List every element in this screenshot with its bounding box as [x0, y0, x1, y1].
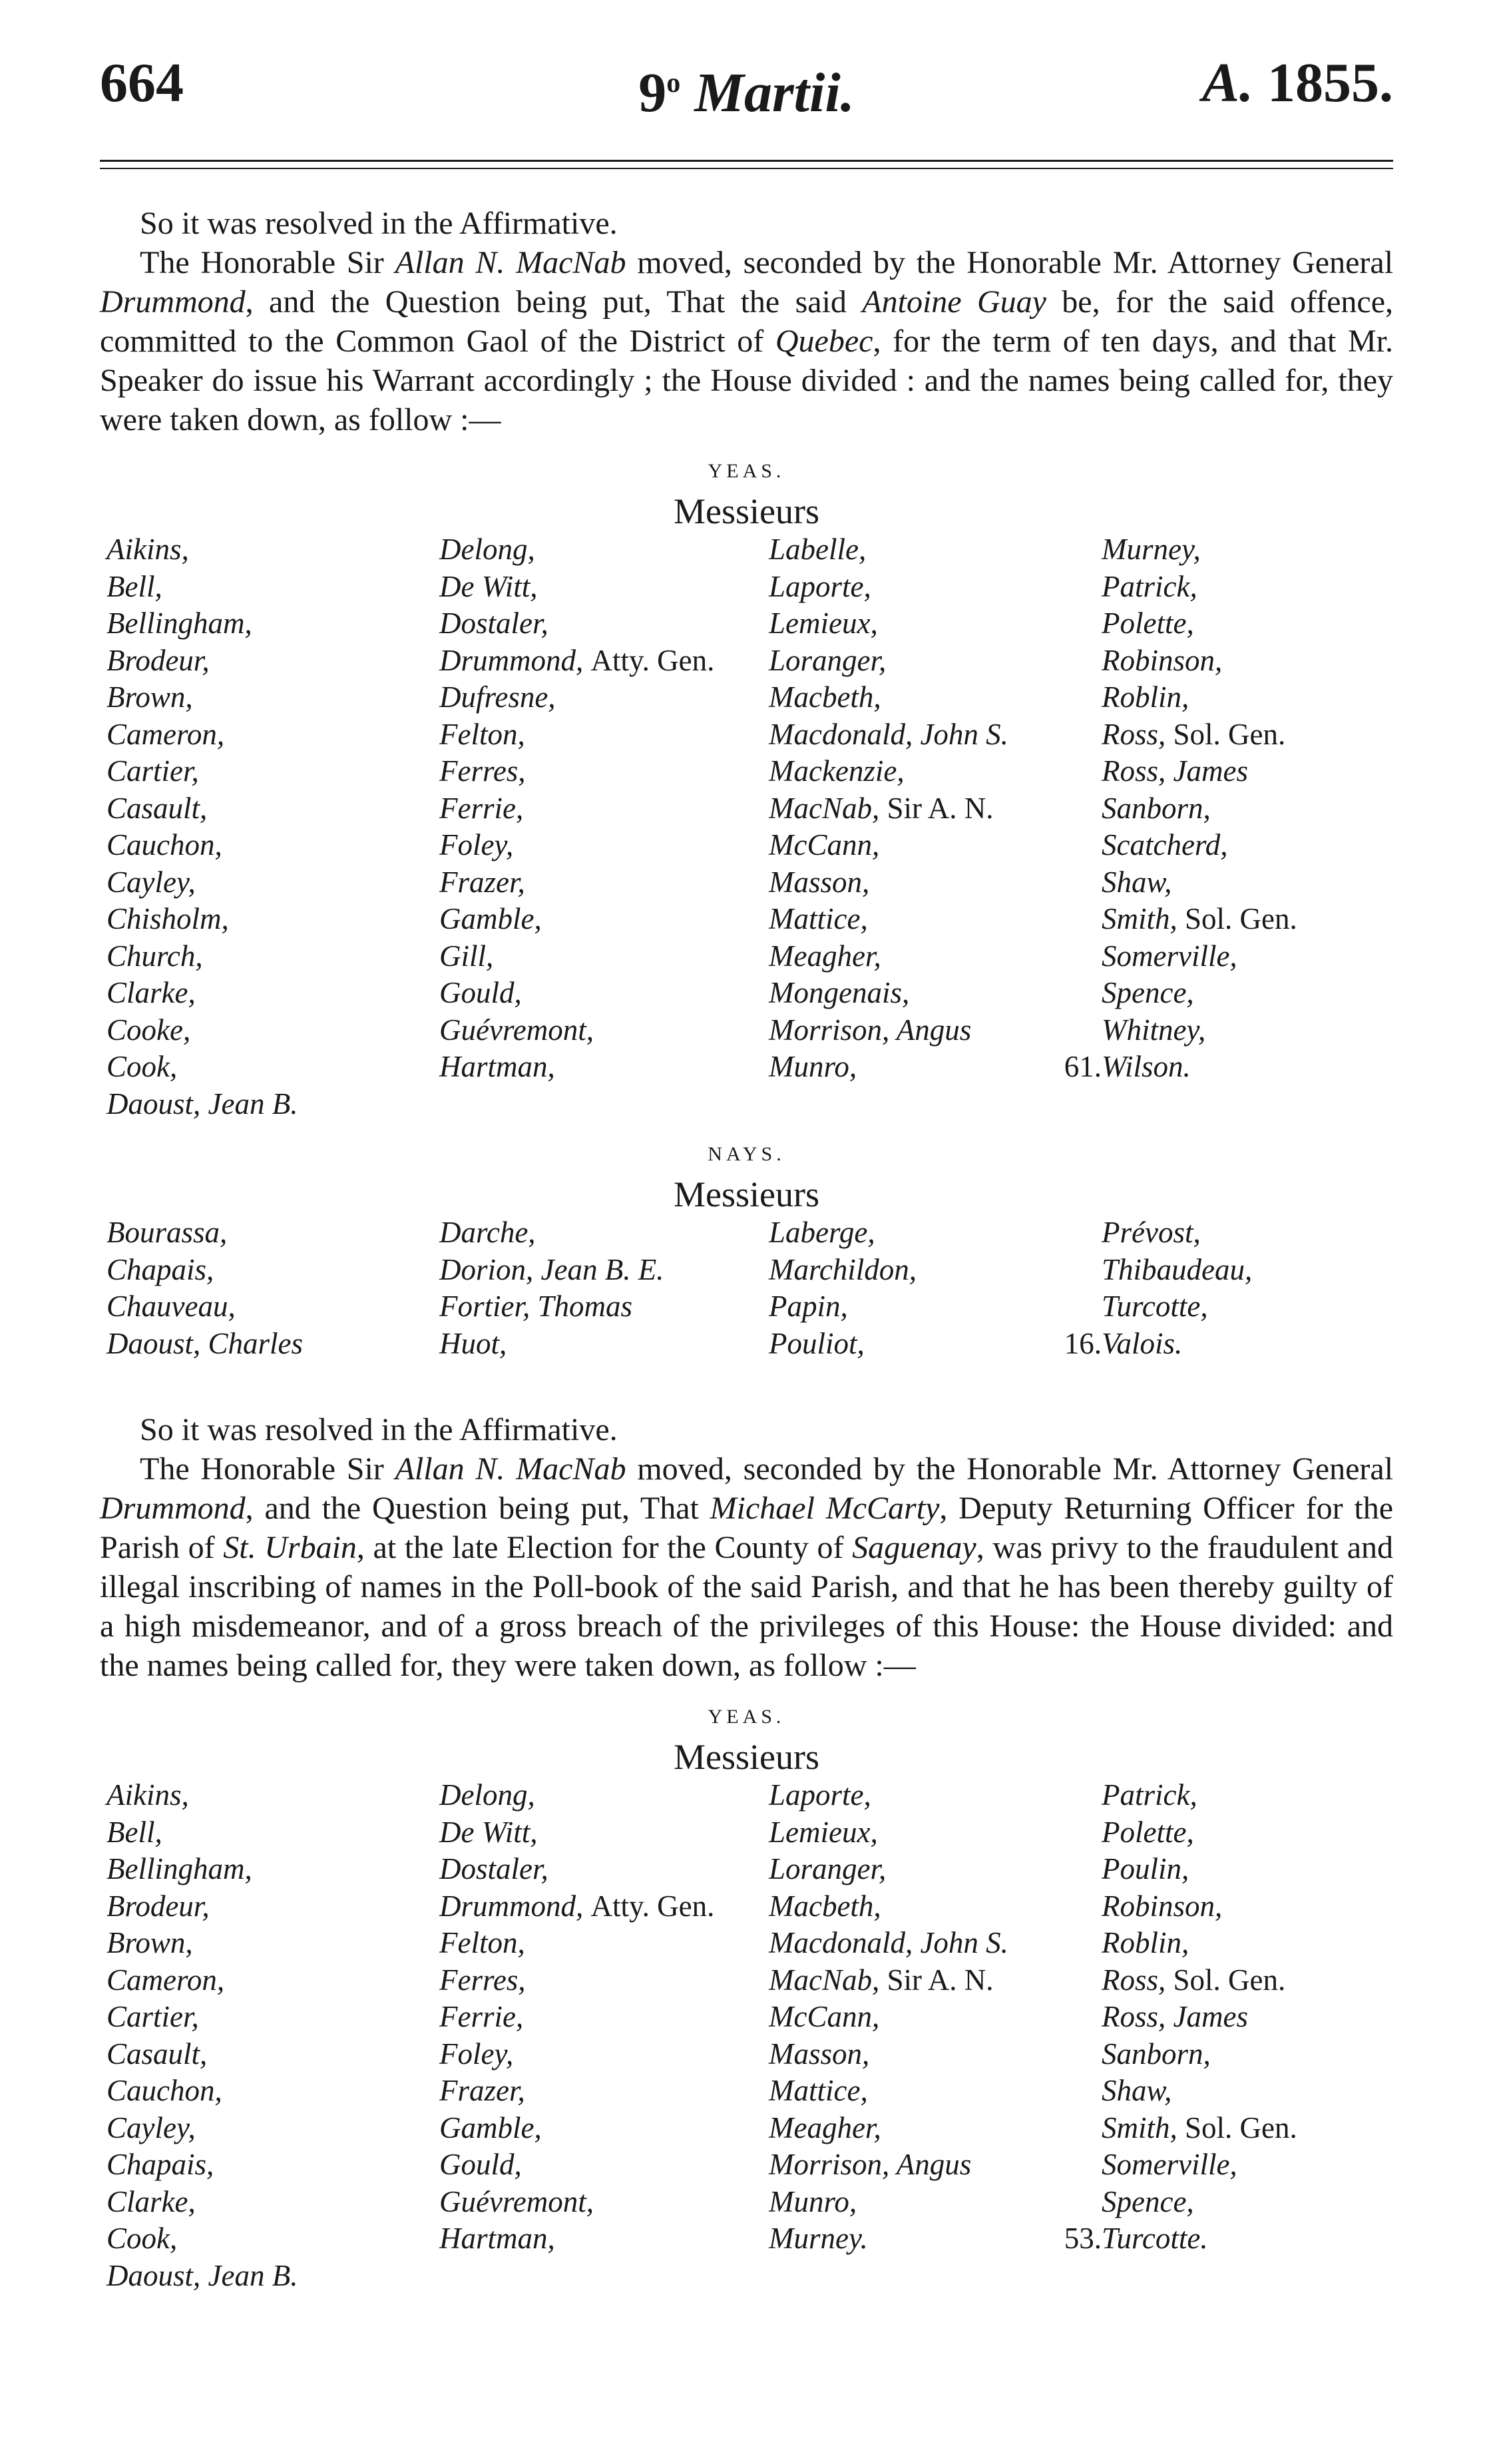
yeas-heading: YEAS. — [708, 460, 785, 482]
member-name: Foley, — [439, 828, 514, 862]
member-name: Munro, — [769, 2184, 857, 2218]
vote-count: 61. — [1064, 1050, 1102, 1083]
vote-count: 16. — [1064, 1326, 1102, 1360]
member-title: Sol. Gen. — [1173, 717, 1286, 751]
member-name: Cayley, — [107, 2110, 196, 2144]
date-month: Martii. — [694, 62, 855, 124]
member-name: Patrick, — [1102, 1778, 1197, 1812]
member-name: Shaw, — [1102, 865, 1172, 899]
member-name: Prévost, — [1102, 1216, 1201, 1249]
member-name: Murney, — [1102, 533, 1201, 566]
member-name: Dufresne, — [439, 680, 556, 714]
member-name: Masson, — [769, 865, 870, 899]
member-name: Cook, — [107, 1050, 178, 1083]
member-name: Papin, — [769, 1290, 848, 1323]
member-name: Ferres, — [439, 1963, 526, 1997]
text-run: be, for the said offence, committed to the Common Gaol of the District of — [100, 284, 1394, 359]
member-name: Mattice, — [769, 2074, 868, 2107]
member-name: Guévremont, — [439, 1013, 594, 1047]
member-name: Chisholm, — [107, 902, 229, 935]
member-name: Scatcherd, — [1102, 828, 1228, 862]
yeas-heading: YEAS. — [708, 1706, 785, 1728]
member-name: Aikins, — [107, 533, 189, 566]
yeas-list — [107, 531, 1393, 1122]
member-name: De Witt, — [439, 1815, 538, 1849]
member-name: Labelle, — [769, 533, 867, 566]
member-name: Robinson, — [1102, 643, 1223, 677]
member-name: Poulin, — [1102, 1852, 1189, 1885]
page-number: 664 — [100, 52, 184, 114]
member-name: Gill, — [439, 939, 494, 973]
member-title: Atty. Gen. — [590, 643, 715, 677]
year-value: 1855. — [1267, 52, 1393, 114]
member-name: Ferrie, — [439, 2000, 524, 2033]
resolution-line: So it was resolved in the Affirmative. — [140, 1412, 618, 1447]
member-name: Loranger, — [769, 643, 887, 677]
member-title: Sol. Gen. — [1173, 1963, 1286, 1997]
member-name: Felton, — [439, 1926, 525, 1959]
yeas-list — [107, 1777, 1393, 2294]
text-run: The Honorable Sir — [140, 1451, 395, 1487]
empty-cell — [1102, 2258, 1400, 2295]
member-name: Gamble, — [439, 2110, 542, 2144]
member-name: Drummond, Atty. Gen. — [439, 1889, 715, 1923]
member-name: Smith, Sol. Gen. — [1102, 902, 1297, 935]
member-name: Turcotte, — [1102, 1290, 1208, 1323]
member-name: Ross, James — [1102, 2000, 1248, 2033]
member-name: Cameron, — [107, 1963, 225, 1997]
member-name: Foley, — [439, 2037, 514, 2071]
member-name: Roblin, — [1102, 680, 1189, 714]
member-name: Fortier, Thomas — [439, 1290, 633, 1323]
member-name: Delong, — [439, 533, 535, 566]
member-title: Sol. Gen. — [1185, 902, 1297, 935]
member-name: Whitney, — [1102, 1013, 1206, 1047]
member-name: Ross, Sol. Gen. — [1102, 717, 1286, 751]
member-name: Gould, — [439, 976, 522, 1009]
italic-name: Quebec — [775, 324, 873, 359]
member-name: Loranger, — [769, 1852, 887, 1885]
date-superscript: o — [666, 68, 681, 99]
member-name: Robinson, — [1102, 1889, 1223, 1923]
member-name: Bourassa, — [107, 1216, 228, 1249]
member-name: Daoust, Jean B. — [107, 2258, 298, 2292]
text-run: , for the term of ten days, and that Mr. Speaker do issue his Warrant accordingly ; the House divided : and the names being called for, they were taken down, as follow :— — [100, 324, 1393, 437]
member-name: Casault, — [107, 791, 208, 825]
italic-name: Drummond — [100, 284, 246, 320]
member-name: MacNab, Sir A. N. — [769, 1963, 994, 1997]
member-name: Guévremont, — [439, 2184, 594, 2218]
italic-name: Allan N. MacNab — [395, 245, 626, 280]
member-name: Laberge, — [769, 1216, 875, 1249]
member-name: Masson, — [769, 2037, 870, 2071]
page-year — [1202, 47, 1393, 120]
year-prefix: A. — [1201, 52, 1253, 114]
text-run: , Deputy Returning Officer for the Parish of — [100, 1491, 1393, 1565]
member-name: Sanborn, — [1102, 791, 1211, 825]
member-name: Bell, — [107, 1815, 162, 1849]
member-name: Chapais, — [107, 1252, 214, 1286]
italic-name: Drummond — [100, 1491, 246, 1526]
member-name: Dostaler, — [439, 1852, 548, 1885]
member-name: Felton, — [439, 717, 525, 751]
member-name: Casault, — [107, 2037, 208, 2071]
member-name: Huot, — [439, 1326, 507, 1360]
member-name: Laporte, — [769, 1778, 871, 1812]
member-name: Somerville, — [1102, 939, 1237, 973]
member-name: Dorion, Jean B. E. — [439, 1252, 664, 1286]
italic-name: St. Urbain — [223, 1530, 357, 1565]
vote-count: 53. — [1064, 2222, 1102, 2255]
member-name: Mattice, — [769, 902, 868, 935]
member-name: Church, — [107, 939, 203, 973]
member-name: Lemieux, — [769, 607, 878, 640]
empty-cell — [1102, 1086, 1400, 1123]
member-name: Frazer, — [439, 865, 525, 899]
member-name: Laporte, — [769, 569, 871, 603]
member-name: Macbeth, — [769, 1889, 881, 1923]
member-name: Delong, — [439, 1778, 535, 1812]
member-name: McCann, — [769, 828, 880, 862]
member-name: Darche, — [439, 1216, 536, 1249]
text-run: , and the Question being put, That the said — [245, 284, 863, 320]
member-name: Shaw, — [1102, 2074, 1172, 2107]
italic-name: Michael McCarty — [710, 1491, 940, 1526]
member-name: Macdonald, John S. — [769, 1926, 1008, 1959]
date-day: 9 — [638, 62, 667, 124]
member-name: Cameron, — [107, 717, 225, 751]
member-name: De Witt, — [439, 569, 538, 603]
member-title: Atty. Gen. — [590, 1889, 715, 1923]
member-name: Ross, Sol. Gen. — [1102, 1963, 1286, 1997]
member-name: Cauchon, — [107, 2074, 222, 2107]
text-run: moved, seconded by the Honorable Mr. Attorney General — [626, 1451, 1394, 1487]
member-name: Bell, — [107, 569, 162, 603]
member-name: Smith, Sol. Gen. — [1102, 2110, 1297, 2144]
member-name: Clarke, — [107, 976, 196, 1009]
member-name: Aikins, — [107, 1778, 189, 1812]
member-name: Chauveau, — [107, 1290, 236, 1323]
member-name: Meagher, — [769, 939, 881, 973]
member-name: Cooke, — [107, 1013, 191, 1047]
messieurs-heading: Messieurs — [674, 1737, 819, 1777]
member-name: Meagher, — [769, 2110, 881, 2144]
italic-name: Saguenay — [852, 1530, 976, 1565]
member-name: Pouliot, — [769, 1326, 865, 1360]
member-name: Cartier, — [107, 2000, 199, 2033]
member-name: Sanborn, — [1102, 2037, 1211, 2071]
resolution-line: So it was resolved in the Affirmative. — [140, 206, 618, 241]
page-date — [100, 47, 1393, 130]
member-name: Cauchon, — [107, 828, 222, 862]
member-name: Polette, — [1102, 1815, 1194, 1849]
member-name: 61.Wilson. — [1102, 1049, 1400, 1086]
text-run: , and the Question being put, That — [245, 1491, 710, 1526]
member-name: Murney. — [769, 2222, 868, 2255]
member-name: Frazer, — [439, 2074, 525, 2107]
member-title: Sol. Gen. — [1185, 2110, 1297, 2144]
empty-cell — [769, 2258, 1102, 2295]
member-name: 16.Valois. — [1102, 1326, 1400, 1363]
empty-cell — [439, 1086, 769, 1123]
member-name: McCann, — [769, 2000, 880, 2033]
text-run: , at the late Election for the County of — [356, 1530, 853, 1565]
member-name: Ross, James — [1102, 754, 1248, 788]
member-name: Hartman, — [439, 2222, 555, 2255]
member-name: Brown, — [107, 680, 193, 714]
member-name: Dostaler, — [439, 607, 548, 640]
member-name: Somerville, — [1102, 2148, 1237, 2181]
motion-paragraph — [100, 243, 1393, 439]
member-name: Spence, — [1102, 2184, 1194, 2218]
member-name: Chapais, — [107, 2148, 214, 2181]
empty-cell — [439, 2258, 769, 2295]
section-1 — [100, 204, 1393, 1362]
member-name: Brodeur, — [107, 1889, 210, 1923]
member-name: Lemieux, — [769, 1815, 878, 1849]
messieurs-heading: Messieurs — [674, 491, 819, 531]
italic-name: Allan N. MacNab — [395, 1451, 626, 1487]
member-name: Morrison, Angus — [769, 2148, 972, 2181]
member-name: Cartier, — [107, 754, 199, 788]
member-name: Mackenzie, — [769, 754, 905, 788]
member-title: Sir A. N. — [887, 1963, 994, 1997]
member-title: Sir A. N. — [887, 791, 994, 825]
member-name: Roblin, — [1102, 1926, 1189, 1959]
italic-name: Antoine Guay — [862, 284, 1046, 320]
text-run: , was privy to the fraudulent and illegal inscribing of names in the Poll-book of the said Parish, and that he has been thereby guilty of a high misdemeanor, and of a gross breach of the privileges of this House: the House divided: and the names being called for, they were taken down, as follow :— — [100, 1530, 1394, 1683]
member-name: Clarke, — [107, 2184, 196, 2218]
motion-paragraph — [100, 1449, 1393, 1685]
member-name: Daoust, Charles — [107, 1326, 304, 1360]
member-name: Morrison, Angus — [769, 1013, 972, 1047]
member-name: Daoust, Jean B. — [107, 1087, 298, 1120]
section-2 — [100, 1410, 1393, 2294]
member-name: Gamble, — [439, 902, 542, 935]
text-run: The Honorable Sir — [140, 245, 395, 280]
member-name: Polette, — [1102, 607, 1194, 640]
messieurs-heading: Messieurs — [674, 1174, 819, 1214]
member-name: Drummond, Atty. Gen. — [439, 643, 715, 677]
member-name: Brodeur, — [107, 643, 210, 677]
text-run: moved, seconded by the Honorable Mr. Attorney General — [626, 245, 1394, 280]
page-header — [100, 47, 1393, 124]
member-name: Marchildon, — [769, 1252, 917, 1286]
nays-heading: NAYS. — [708, 1143, 785, 1165]
member-name: Cayley, — [107, 865, 196, 899]
member-name: Thibaudeau, — [1102, 1252, 1253, 1286]
member-name: Mongenais, — [769, 976, 910, 1009]
member-name: Spence, — [1102, 976, 1194, 1009]
header-rule-bottom — [100, 168, 1393, 169]
member-name: Macdonald, John S. — [769, 717, 1008, 751]
member-name: Macbeth, — [769, 680, 881, 714]
member-name: Bellingham, — [107, 1852, 252, 1885]
nays-list — [107, 1214, 1393, 1362]
member-name: 53.Turcotte. — [1102, 2220, 1400, 2258]
member-name: MacNab, Sir A. N. — [769, 791, 994, 825]
member-name: Ferrie, — [439, 791, 524, 825]
member-name: Brown, — [107, 1926, 193, 1959]
member-name: Bellingham, — [107, 607, 252, 640]
member-name: Cook, — [107, 2222, 178, 2255]
member-name: Munro, — [769, 1050, 857, 1083]
member-name: Hartman, — [439, 1050, 555, 1083]
header-rule-top — [100, 160, 1393, 162]
member-name: Gould, — [439, 2148, 522, 2181]
member-name: Patrick, — [1102, 569, 1197, 603]
member-name: Ferres, — [439, 754, 526, 788]
empty-cell — [769, 1086, 1102, 1123]
